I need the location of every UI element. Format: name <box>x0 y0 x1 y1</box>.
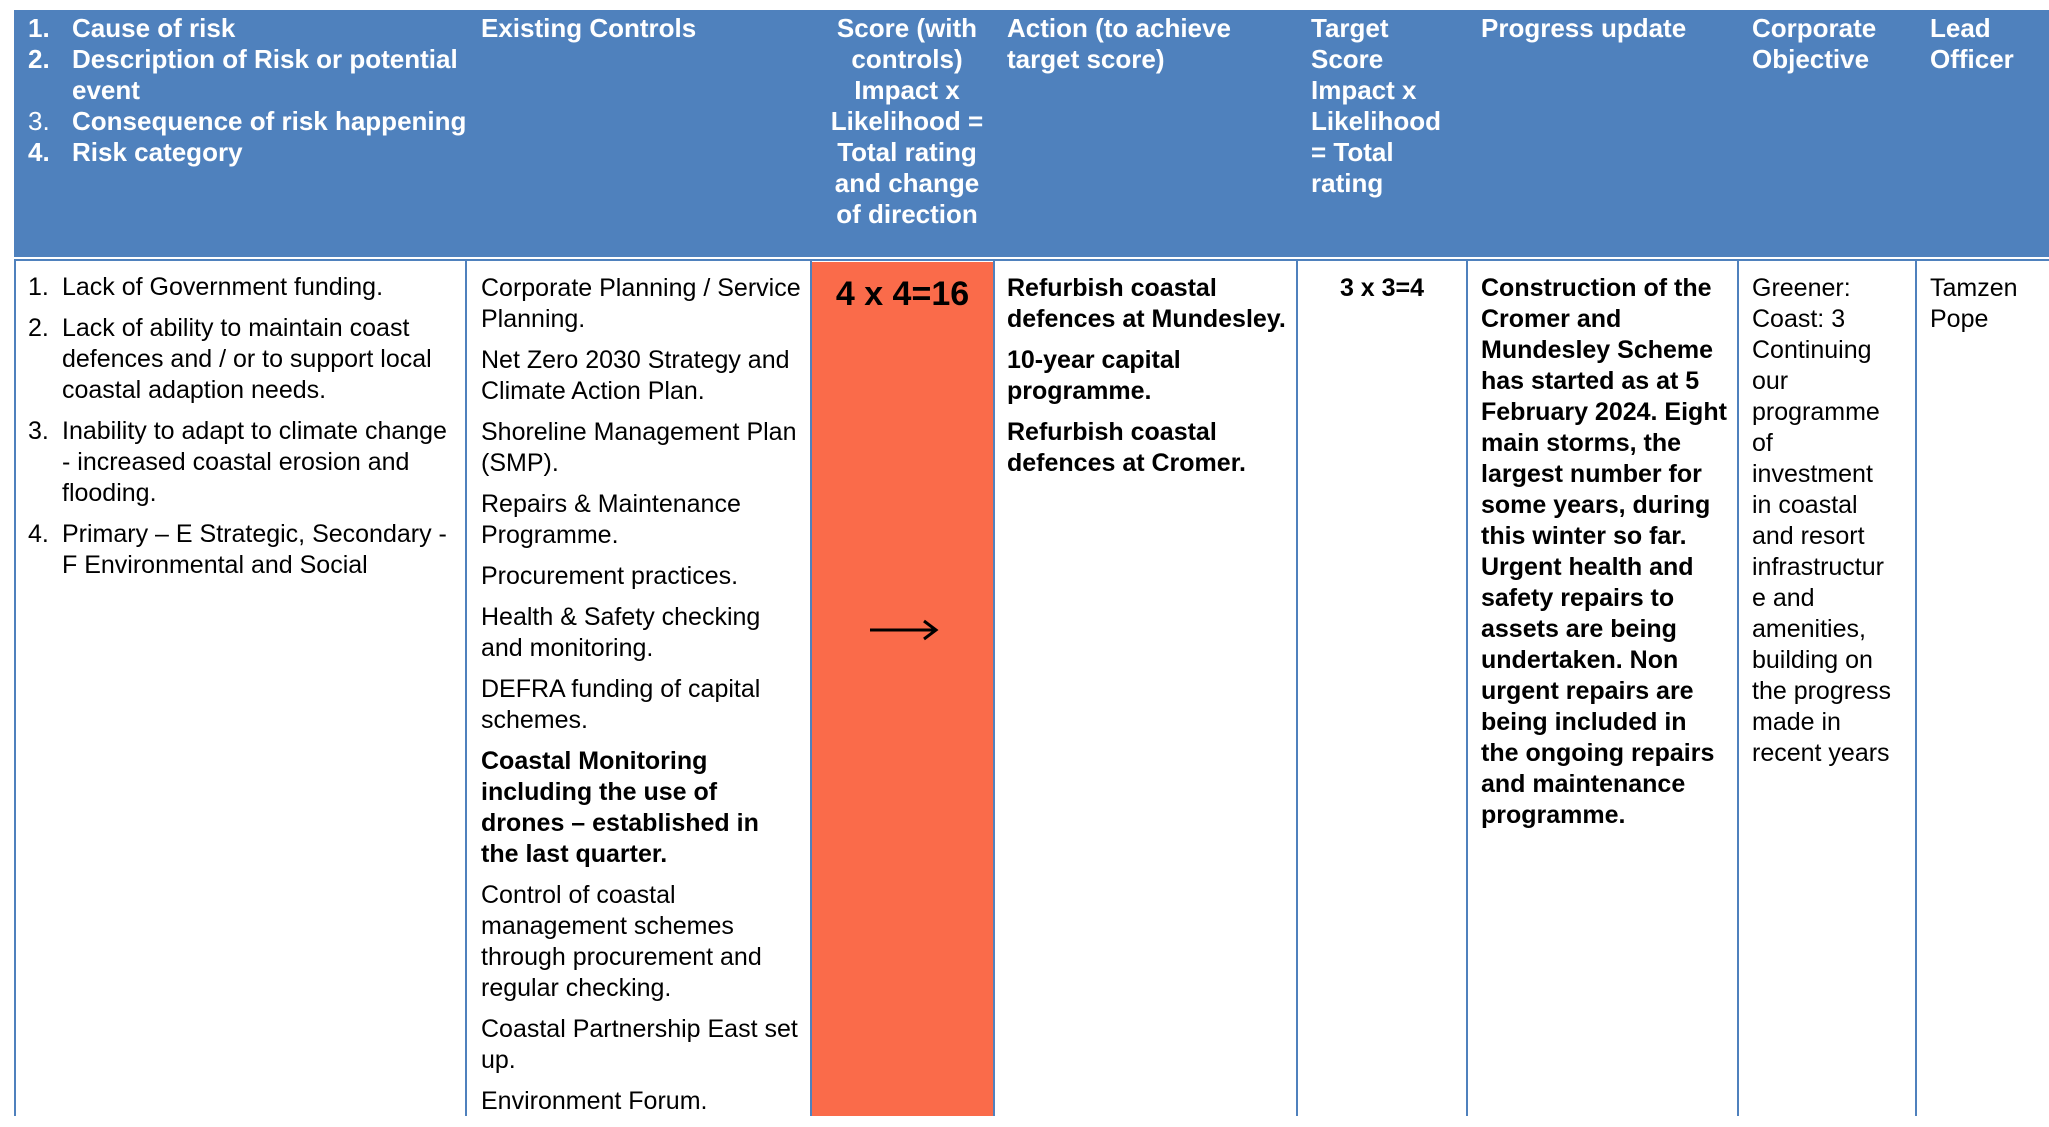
header-item-text: Risk category <box>72 137 243 167</box>
control-item: Corporate Planning / Service Planning. <box>481 274 801 333</box>
grid-line <box>1296 261 1298 1116</box>
list-item-number: 3. <box>28 417 49 445</box>
objective-line: our <box>1752 367 1789 395</box>
control-item: Procurement practices. <box>481 562 739 590</box>
control-item: Environment Forum. <box>481 1087 708 1115</box>
grid-line <box>1915 261 1917 1116</box>
table-header <box>14 10 2049 257</box>
cause-cell <box>14 272 454 591</box>
score-cell <box>812 262 993 1116</box>
arrow-right-icon <box>868 618 940 642</box>
header-cause <box>14 13 474 168</box>
action-item: Refurbish coastal defences at Cromer. <box>1007 418 1246 477</box>
list-item-number: 1. <box>28 273 49 301</box>
header-item-number: 2. <box>28 44 50 74</box>
header-existing-controls: Existing Controls <box>481 13 697 43</box>
action-item: Refurbish coastal defences at Mundesley. <box>1007 274 1286 333</box>
objective-line: of <box>1752 429 1773 457</box>
header-score: Score (with controls) Impact x Likelihood = Total rating and change of direction <box>830 13 984 229</box>
header-target: Target Score Impact x Likelihood = Total rating <box>1311 13 1441 198</box>
header-item-text: Description of Risk or potential event <box>72 44 458 105</box>
objective-line: made in <box>1752 708 1841 736</box>
header-cause-item <box>14 44 474 106</box>
action-cell <box>1007 273 1287 489</box>
objective-line: and resort <box>1752 522 1865 550</box>
objective-line: Continuing <box>1752 336 1872 364</box>
list-item <box>14 272 454 303</box>
objective-line: infrastructur <box>1752 553 1884 581</box>
objective-line: building on <box>1752 646 1873 674</box>
list-item-text: Primary – E Strategic, Secondary - F Environmental and Social <box>62 520 447 579</box>
grid-line <box>465 261 467 1116</box>
action-item: 10-year capital programme. <box>1007 346 1181 405</box>
header-cause-item <box>14 13 474 44</box>
grid-line <box>810 261 812 1116</box>
grid-line <box>1737 261 1739 1116</box>
objective-line: the progress <box>1752 677 1891 705</box>
control-item: Coastal Monitoring including the use of drones – established in the last quarter. <box>481 747 759 868</box>
objective-line: programme <box>1752 398 1880 426</box>
objective-line: investment <box>1752 460 1873 488</box>
objective-line: recent years <box>1752 739 1890 767</box>
list-item-text: Lack of ability to maintain coast defences and / or to support local coastal adaption needs. <box>62 314 432 404</box>
list-item-number: 4. <box>28 520 49 548</box>
objective-line: in coastal <box>1752 491 1858 519</box>
corporate-objective <box>1752 273 1912 769</box>
header-item-number: 3. <box>28 106 50 136</box>
grid-line <box>993 261 995 1116</box>
control-item: Net Zero 2030 Strategy and Climate Action Plan. <box>481 346 790 405</box>
list-item <box>14 313 454 406</box>
objective-line: e and <box>1752 584 1815 612</box>
control-item: Repairs & Maintenance Programme. <box>481 490 741 549</box>
score-value: 4 x 4=16 <box>835 275 970 313</box>
header-lead: Lead Officer <box>1930 13 2014 74</box>
header-action: Action (to achieve target score) <box>1007 13 1231 74</box>
list-item-text: Inability to adapt to climate change - increased coastal erosion and flooding. <box>62 417 447 507</box>
lead-officer: Tamzen Pope <box>1930 274 2018 333</box>
objective-line: amenities, <box>1752 615 1866 643</box>
header-item-text: Cause of risk <box>72 13 236 43</box>
control-item: Control of coastal management schemes through procurement and regular checking. <box>481 881 762 1002</box>
header-item-number: 1. <box>28 13 50 43</box>
control-item: Shoreline Management Plan (SMP). <box>481 418 797 477</box>
target-score: 3 x 3=4 <box>1339 274 1425 302</box>
header-objective: Corporate Objective <box>1752 13 1877 74</box>
header-item-text: Consequence of risk happening <box>72 106 467 136</box>
header-cause-item <box>14 137 474 168</box>
control-item: Health & Safety checking and monitoring. <box>481 603 761 662</box>
header-item-number: 4. <box>28 137 50 167</box>
list-item-text: Lack of Government funding. <box>62 273 384 301</box>
objective-line: Coast: 3 <box>1752 305 1846 333</box>
objective-line: Greener: <box>1752 274 1851 302</box>
list-item-number: 2. <box>28 314 49 342</box>
top-strip <box>0 0 2049 10</box>
control-item: DEFRA funding of capital schemes. <box>481 675 761 734</box>
control-item: Coastal Partnership East set up. <box>481 1015 798 1074</box>
header-divider <box>14 259 2049 261</box>
header-progress: Progress update <box>1481 13 1687 43</box>
grid-line <box>1466 261 1468 1116</box>
controls-cell <box>481 273 801 1127</box>
header-cause-item <box>14 106 474 137</box>
list-item <box>14 416 454 509</box>
list-item <box>14 519 454 581</box>
progress-update: Construction of the Cromer and Mundesley Scheme has started as at 5 February 2024. Eight main storms, the largest number for some years, during this winter so far. Urgent health and safety repairs to assets are being undertaken. Non urgent repairs are being included in the ongoing repairs and maintenance programme. <box>1481 274 1727 829</box>
